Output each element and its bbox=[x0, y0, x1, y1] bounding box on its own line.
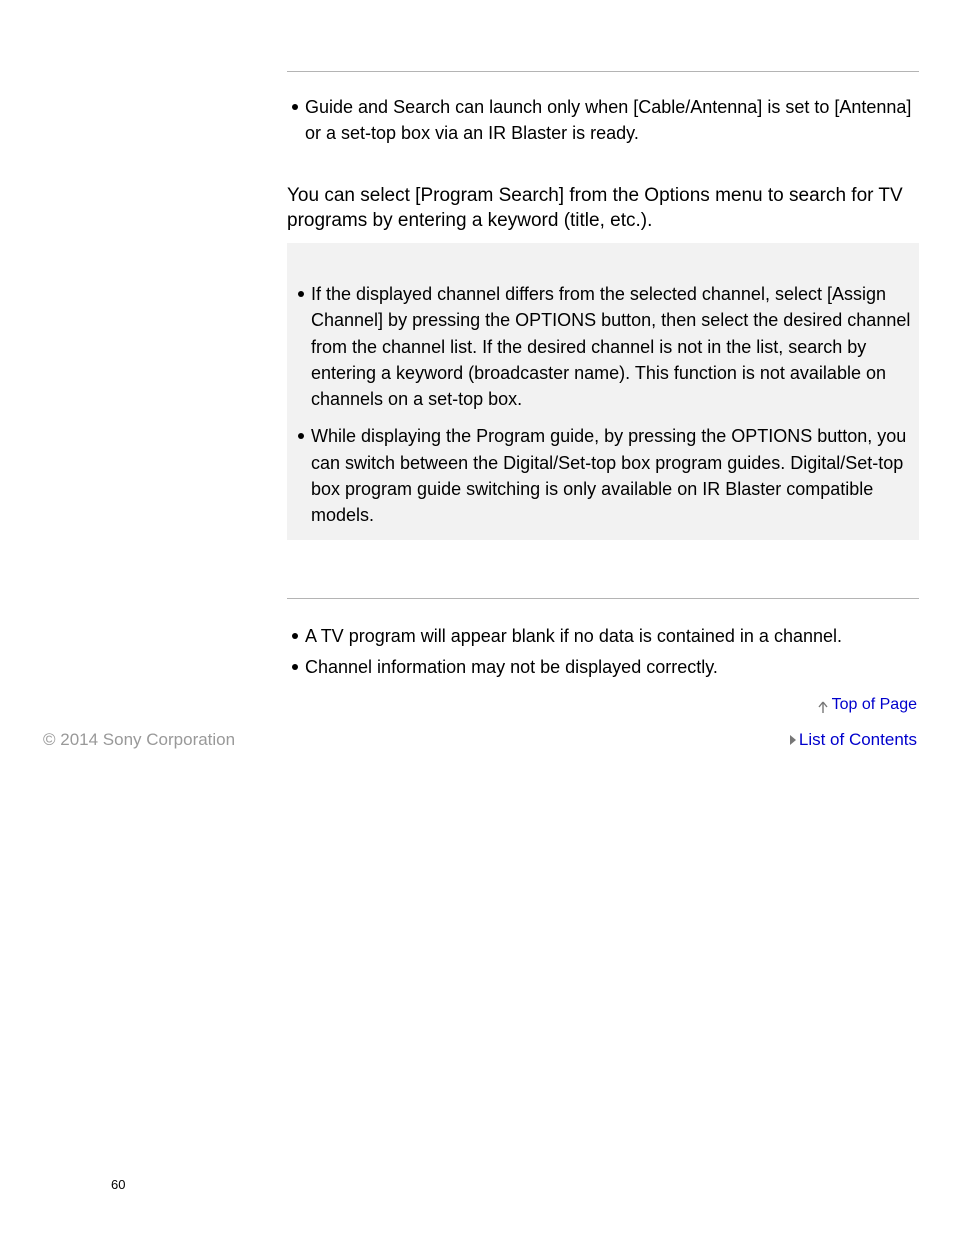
hint-list bbox=[298, 281, 913, 529]
section-divider-top bbox=[287, 71, 919, 72]
top-of-page-label[interactable]: Top of Page bbox=[831, 696, 917, 713]
note-text: Channel information may not be displayed correctly. bbox=[305, 657, 718, 677]
note-text: A TV program will appear blank if no data is contained in a channel. bbox=[305, 626, 842, 646]
section-divider-notes bbox=[287, 598, 919, 599]
list-item bbox=[292, 94, 912, 146]
arrow-up-icon bbox=[816, 700, 830, 714]
hint-box bbox=[287, 243, 919, 540]
list-of-contents-label[interactable]: List of Contents bbox=[798, 730, 917, 749]
bullet-icon bbox=[292, 104, 298, 110]
copyright-text: © 2014 Sony Corporation bbox=[43, 730, 236, 749]
bullet-icon bbox=[298, 291, 304, 297]
notes-top-list bbox=[292, 94, 912, 146]
page-number: 60 bbox=[111, 1177, 126, 1192]
bullet-icon bbox=[298, 433, 304, 439]
hint-text: While displaying the Program guide, by pressing the OPTIONS button, you can switch between the Digital/Set-top box program guides. Digital/Set-top box program guide switching is only available on IR Blaster compatible models. bbox=[311, 426, 907, 526]
list-item bbox=[292, 621, 912, 652]
list-of-contents-link[interactable] bbox=[789, 730, 917, 750]
top-of-page-link[interactable] bbox=[816, 696, 917, 714]
note-text: Guide and Search can launch only when [Cable/Antenna] is set to [Antenna] or a set-top box via an IR Blaster is ready. bbox=[305, 97, 912, 143]
bullet-icon bbox=[292, 664, 298, 670]
hint-text: If the displayed channel differs from the selected channel, select [Assign Channel] by pressing the OPTIONS button, then select the desired channel from the channel list. If the desired channel is not in the list, search by entering a keyword (broadcaster name). This function is not available on channels on a set-top box. bbox=[311, 284, 911, 410]
bullet-icon bbox=[292, 633, 298, 639]
intro-paragraph: You can select [Program Search] from the Options menu to search for TV programs by entering a keyword (title, etc.). bbox=[287, 185, 903, 231]
list-item bbox=[292, 652, 912, 683]
notes-bottom-list bbox=[292, 621, 912, 683]
triangle-right-icon bbox=[789, 733, 797, 747]
list-item bbox=[298, 281, 913, 412]
list-item bbox=[298, 423, 913, 528]
